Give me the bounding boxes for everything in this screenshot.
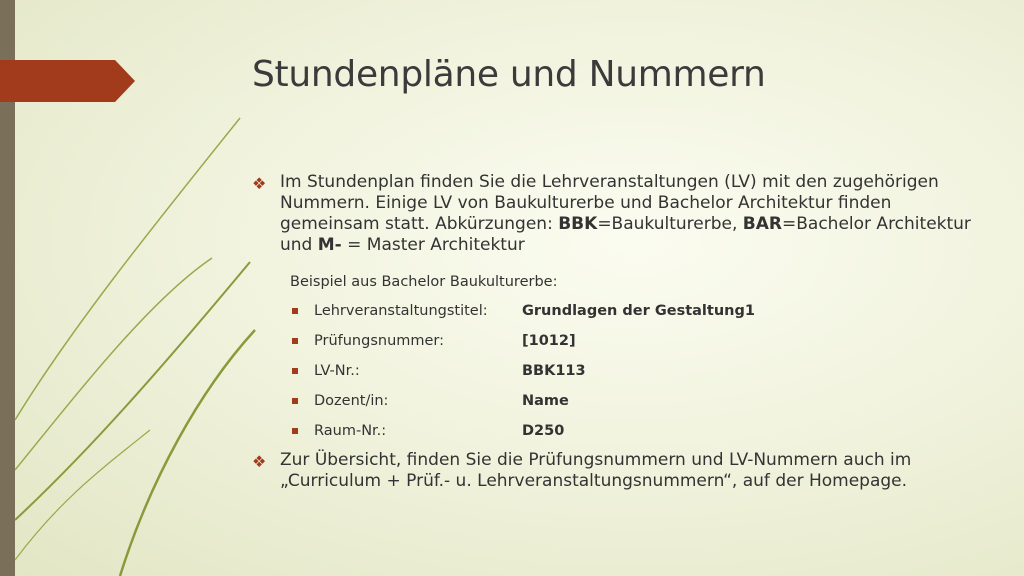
diamond-flower-icon: ❖ bbox=[252, 452, 267, 471]
abbr-bar: BAR bbox=[742, 214, 783, 234]
bullet-text: = Master Architektur bbox=[341, 235, 525, 255]
abbr-bbk: BBK bbox=[558, 214, 598, 234]
list-item bbox=[290, 361, 990, 391]
detail-label: Lehrveranstaltungstitel: bbox=[314, 303, 488, 319]
list-item bbox=[290, 391, 990, 421]
bullet-text: =Baukulturerbe, bbox=[597, 214, 743, 234]
square-icon bbox=[292, 428, 298, 434]
list-item bbox=[290, 301, 990, 331]
detail-value: [1012] bbox=[522, 333, 576, 349]
detail-value: BBK113 bbox=[522, 363, 586, 379]
title-arrow-shape bbox=[0, 60, 135, 102]
square-icon bbox=[292, 338, 298, 344]
square-icon bbox=[292, 398, 298, 404]
bullet-text: =Bachelor Architektur und bbox=[280, 214, 971, 255]
detail-label: Dozent/in: bbox=[314, 393, 389, 409]
square-icon bbox=[292, 368, 298, 374]
slide-title: Stundenpläne und Nummern bbox=[252, 54, 766, 95]
bullet-text: Im Stundenplan finden Sie die Lehrveranstaltungen (LV) mit den zugehörigen Nummern. Einige LV von Baukulturerbe und Bachelor Architektur finden gemeinsam statt. Abkürzungen: bbox=[280, 172, 939, 234]
bullet-abbreviations bbox=[250, 172, 990, 256]
square-icon bbox=[292, 308, 298, 314]
detail-value: Grundlagen der Gestaltung1 bbox=[522, 303, 755, 319]
list-item bbox=[290, 331, 990, 361]
slide-content bbox=[250, 172, 990, 492]
list-item bbox=[290, 421, 990, 451]
detail-value: Name bbox=[522, 393, 569, 409]
detail-label: LV-Nr.: bbox=[314, 363, 360, 379]
diamond-flower-icon: ❖ bbox=[252, 174, 267, 193]
detail-value: D250 bbox=[522, 423, 565, 439]
abbr-m: M- bbox=[317, 235, 342, 255]
example-intro: Beispiel aus Bachelor Baukulturerbe: bbox=[290, 274, 558, 290]
detail-label: Prüfungsnummer: bbox=[314, 333, 445, 349]
bullet-text: Zur Übersicht, finden Sie die Prüfungsnummern und LV-Nummern auch im „Curriculum + Prüf.- u. Lehrveranstaltungsnummern“, auf der Homepage. bbox=[280, 450, 912, 491]
detail-label: Raum-Nr.: bbox=[314, 423, 387, 439]
detail-list bbox=[290, 301, 990, 451]
bullet-overview bbox=[250, 450, 990, 492]
